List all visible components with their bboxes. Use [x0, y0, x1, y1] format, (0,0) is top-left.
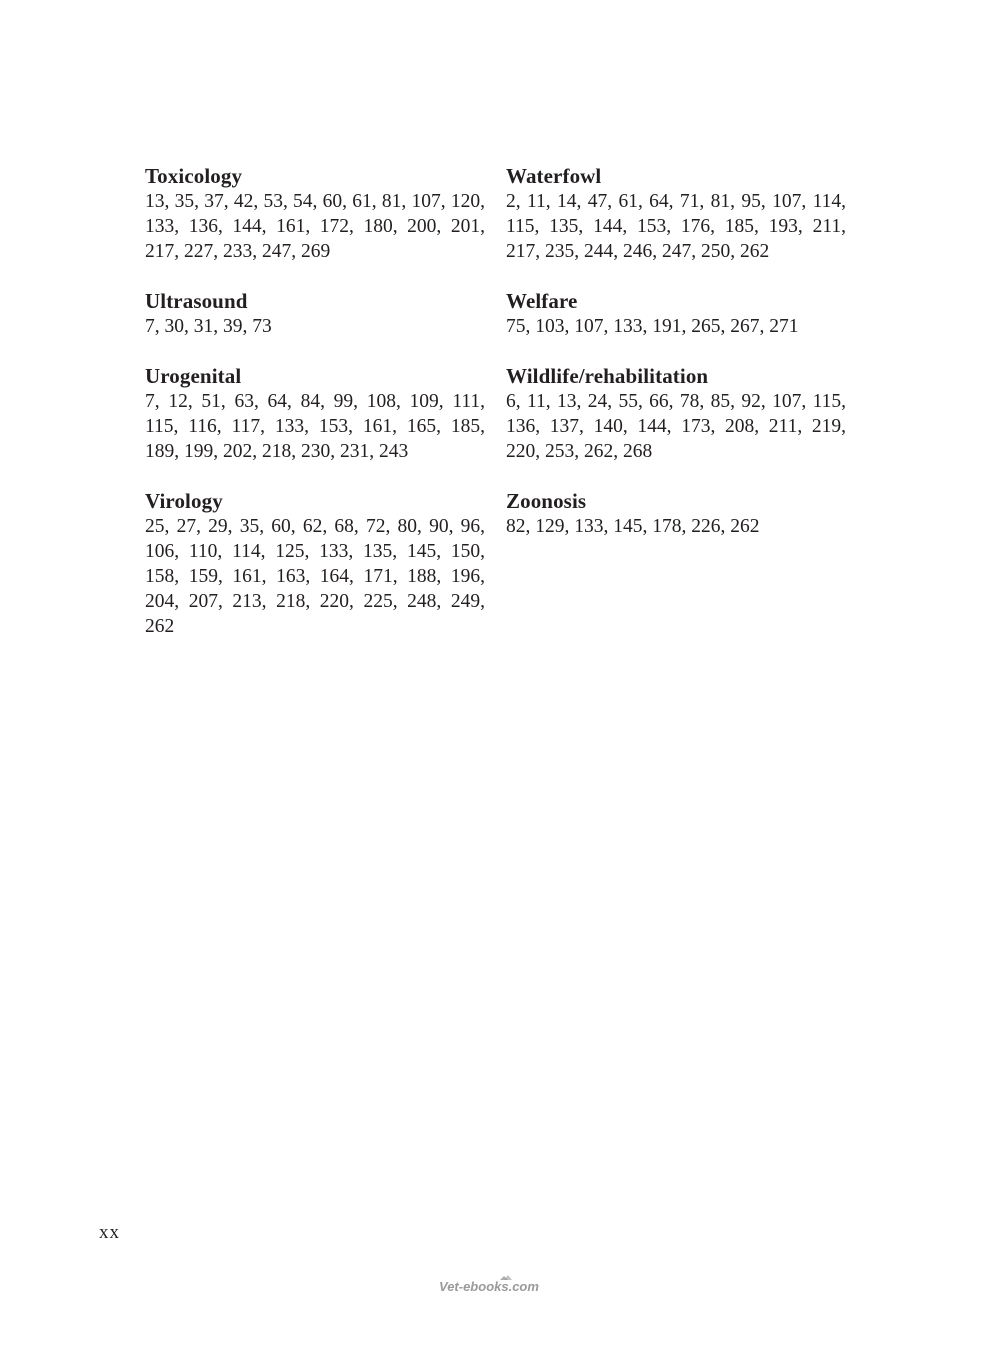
index-column-right [506, 164, 846, 564]
index-entry-wildlife-rehabilitation [506, 364, 846, 464]
index-page-list: 82, 129, 133, 145, 178, 226, 262 [506, 516, 760, 537]
index-entry-zoonosis [506, 489, 846, 539]
index-page-list: 7, 30, 31, 39, 73 [145, 316, 272, 337]
index-page-list: 7, 12, 51, 63, 64, 84, 99, 108, 109, 111, 115, 116, 117, 133, 153, 161, 165, 185, 189, 199, 202, 218, 230, 231, 243 [145, 391, 485, 462]
index-heading: Toxicology [145, 164, 243, 188]
index-entry-toxicology [145, 164, 485, 264]
index-page-list: 25, 27, 29, 35, 60, 62, 68, 72, 80, 90, 96, 106, 110, 114, 125, 133, 135, 145, 150, 158, 159, 161, 163, 164, 171, 188, 196, 204, 207, 213, 218, 220, 225, 248, 249, 262 [145, 516, 485, 637]
index-entry-waterfowl [506, 164, 846, 264]
index-page-list: 75, 103, 107, 133, 191, 265, 267, 271 [506, 316, 799, 337]
index-entry-urogenital [145, 364, 485, 464]
index-heading: Waterfowl [506, 164, 602, 188]
index-entry-ultrasound [145, 289, 485, 339]
index-column-left [145, 164, 485, 664]
index-entry-virology [145, 489, 485, 639]
index-entry-welfare [506, 289, 846, 339]
index-heading: Zoonosis [506, 489, 587, 513]
index-heading: Virology [145, 489, 223, 513]
index-page-list: 2, 11, 14, 47, 61, 64, 71, 81, 95, 107, 114, 115, 135, 144, 153, 176, 185, 193, 211, 217, 235, 244, 246, 247, 250, 262 [506, 191, 846, 262]
page-number: xx [99, 1222, 120, 1243]
index-heading: Wildlife/rehabilitation [506, 364, 709, 388]
watermark-text: Vet-ebooks.com [439, 1279, 539, 1294]
index-page-list: 13, 35, 37, 42, 53, 54, 60, 61, 81, 107, 120, 133, 136, 144, 161, 172, 180, 200, 201, 217, 227, 233, 247, 269 [145, 191, 485, 262]
index-heading: Ultrasound [145, 289, 248, 313]
index-heading: Welfare [506, 289, 578, 313]
index-page-list: 6, 11, 13, 24, 55, 66, 78, 85, 92, 107, 115, 136, 137, 140, 144, 173, 208, 211, 219, 220, 253, 262, 268 [506, 391, 846, 462]
index-heading: Urogenital [145, 364, 242, 388]
watermark-logo [438, 1274, 544, 1296]
